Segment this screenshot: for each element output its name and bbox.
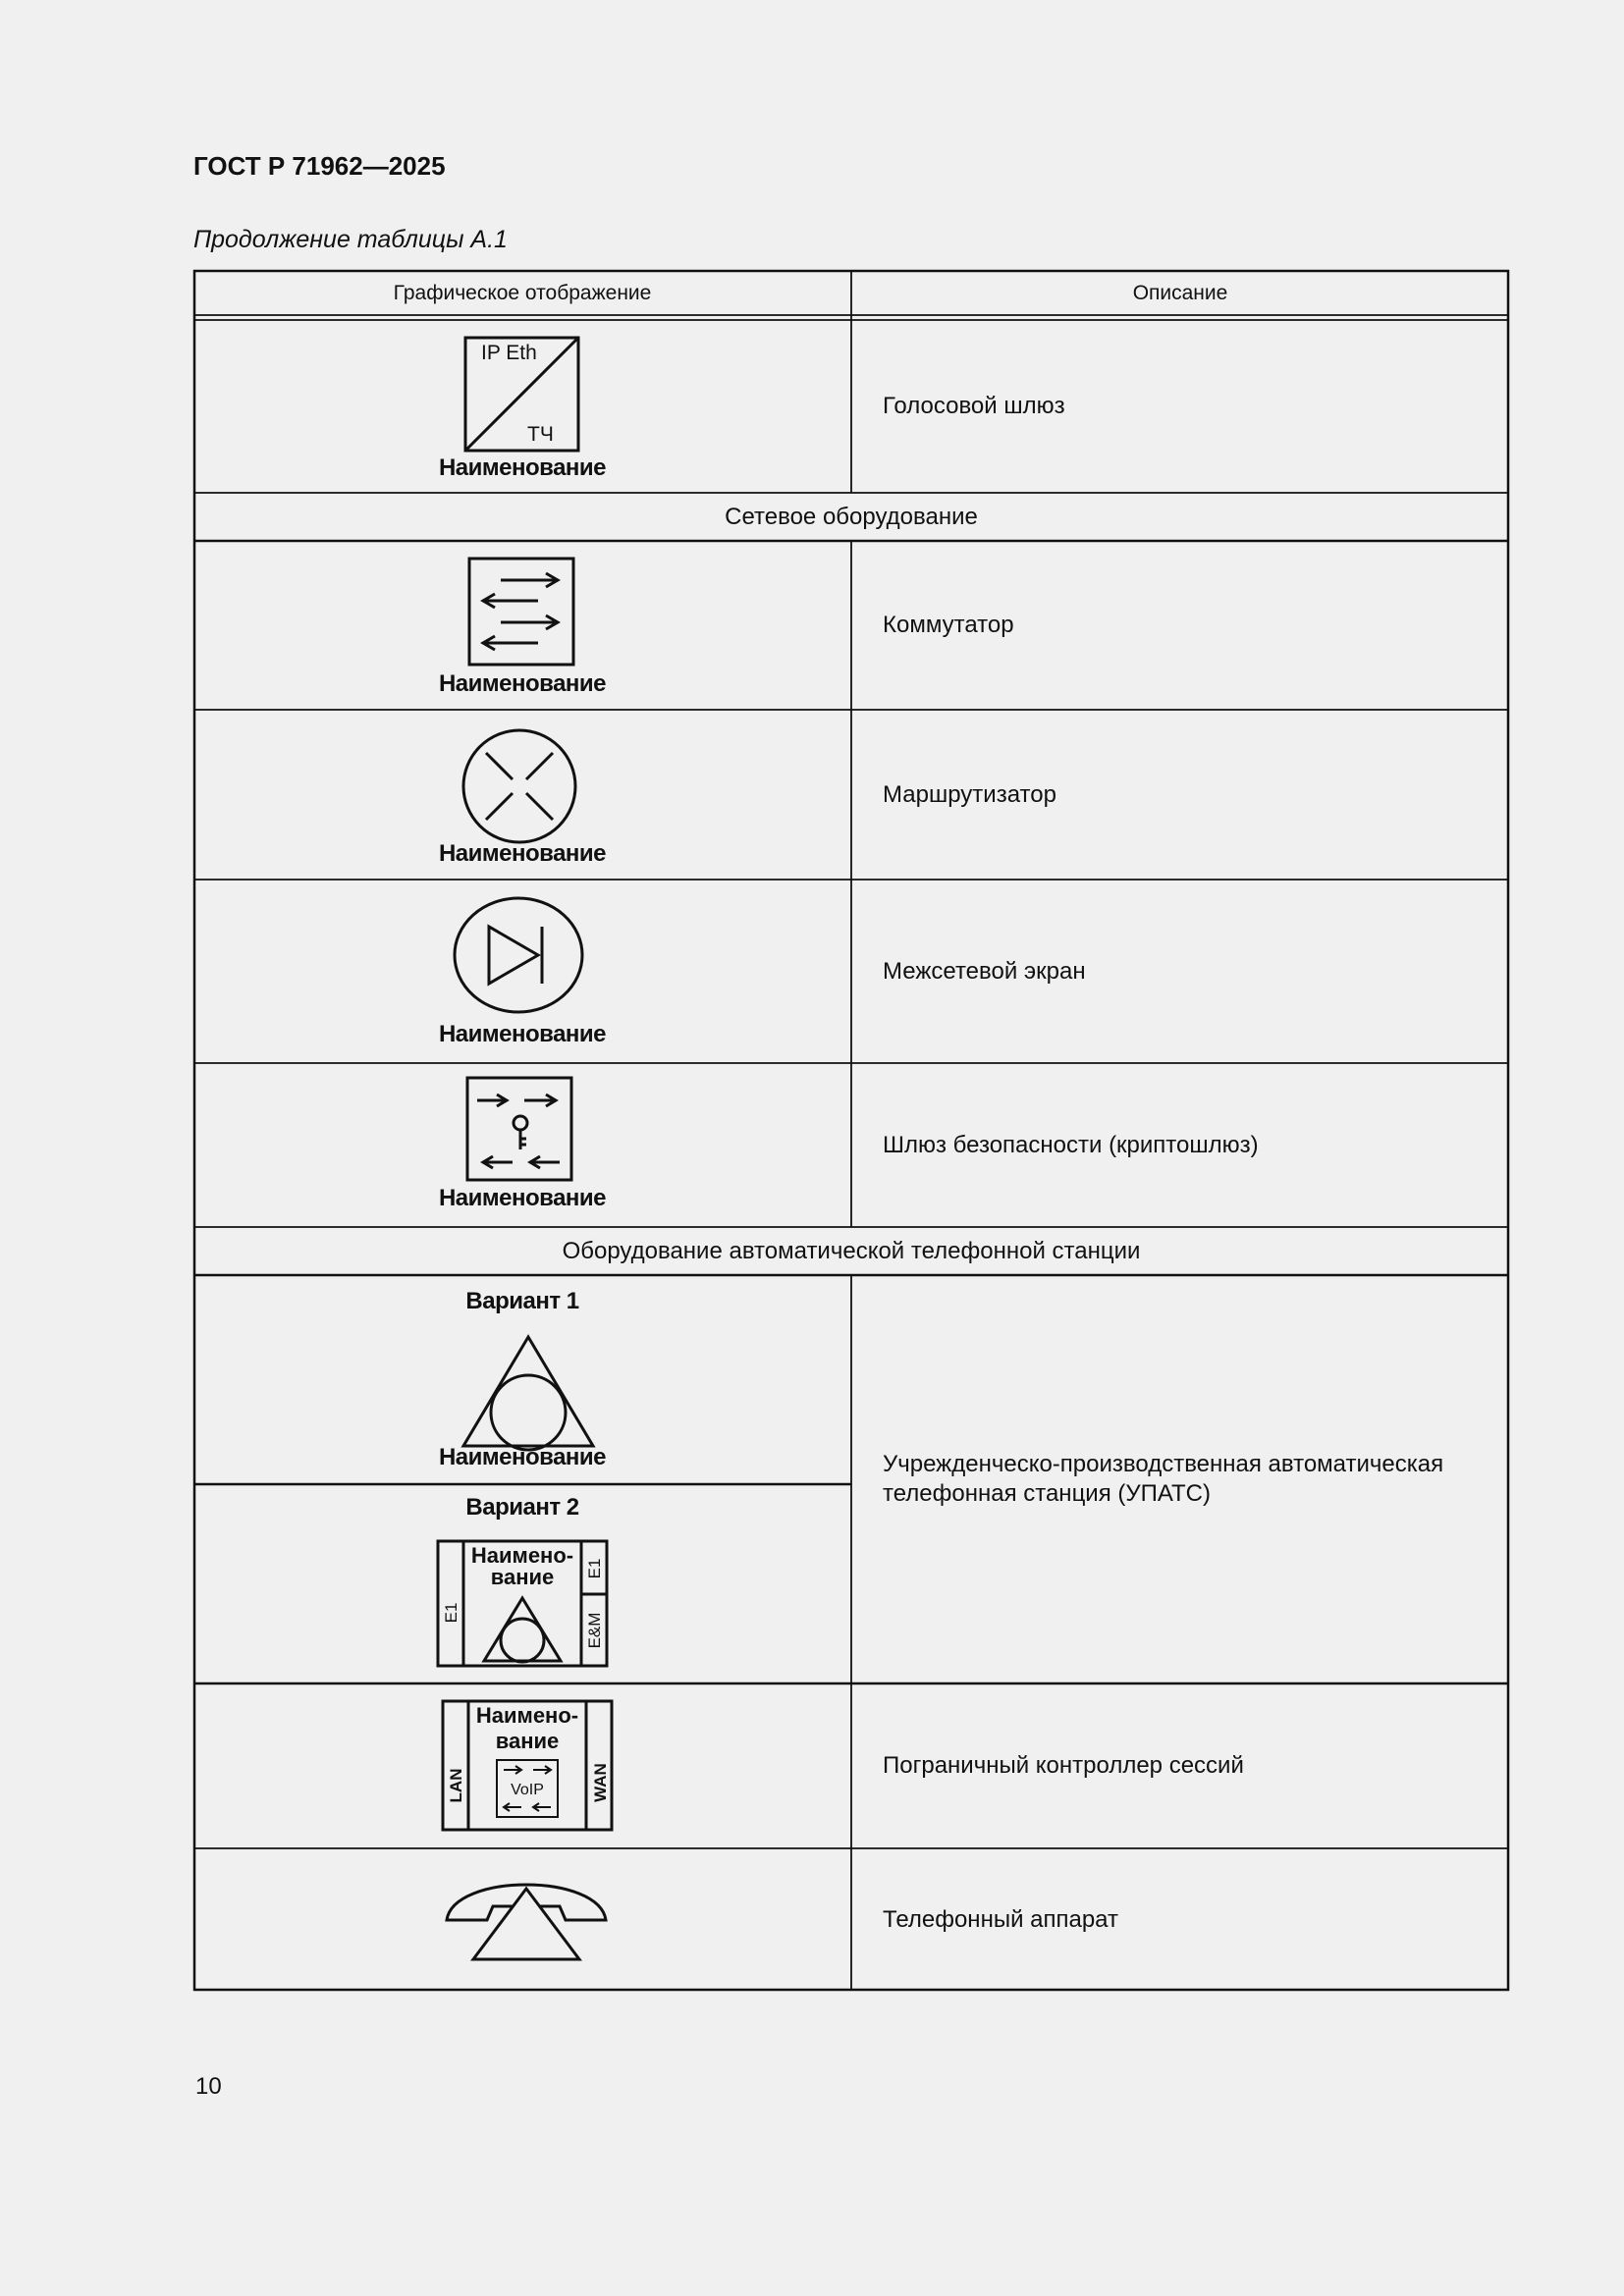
symbol-name-label: Наименование [438, 1444, 607, 1470]
e1-left-label: E1 [442, 1602, 460, 1624]
symbol-name-label: Наименование [438, 454, 607, 481]
pbx-variant-2-icon [436, 1539, 609, 1669]
pbx-name-line-1: Наимено- [470, 1543, 574, 1568]
wan-label: WAN [591, 1763, 610, 1802]
description-voice-gateway: Голосовой шлюз [883, 393, 1065, 419]
symbol-name-label: Наименование [438, 840, 607, 867]
crypto-gateway-icon [465, 1076, 575, 1184]
column-header-graphic: Графическое отображение [393, 282, 652, 304]
section-network-equipment: Сетевое оборудование [725, 504, 978, 530]
description-sbc: Пограничный контроллер сессий [883, 1752, 1244, 1779]
sbc-icon [441, 1699, 614, 1833]
telephone-icon [444, 1865, 609, 1963]
sbc-name-line-1: Наимено- [475, 1703, 579, 1728]
standard-code: ГОСТ Р 71962—2025 [193, 151, 446, 181]
page-number: 10 [195, 2073, 222, 2100]
description-telephone: Телефонный аппарат [883, 1905, 1118, 1933]
sbc-name-line-2: вание [495, 1729, 560, 1753]
symbol-name-label: Наименование [438, 670, 607, 697]
section-pbx-equipment: Оборудование автоматической телефонной станции [562, 1238, 1141, 1264]
voice-gateway-icon [463, 336, 581, 454]
description-crypto-gateway: Шлюз безопасности (криптошлюз) [883, 1131, 1259, 1158]
ip-eth-label: IP Eth [481, 342, 537, 364]
pbx-name-line-2: вание [490, 1565, 555, 1589]
symbols-table [193, 270, 1509, 1991]
symbol-name-label: Наименование [438, 1185, 607, 1211]
column-header-description: Описание [1132, 282, 1228, 304]
table-continuation-caption: Продолжение таблицы А.1 [193, 226, 508, 253]
description-router: Маршрутизатор [883, 780, 1056, 808]
description-switch: Коммутатор [883, 612, 1014, 638]
e1-right-label: E1 [585, 1558, 604, 1579]
firewall-icon [452, 895, 585, 1017]
description-pbx: Учрежденческо-производственная автоматическая телефонная станция (УПАТС) [883, 1451, 1444, 1507]
lan-label: LAN [447, 1768, 465, 1803]
symbol-name-label: Наименование [438, 1021, 607, 1047]
voip-label: VoIP [511, 1782, 544, 1798]
tch-label: ТЧ [527, 423, 554, 446]
variant-1-label: Вариант 1 [465, 1288, 579, 1314]
variant-2-label: Вариант 2 [465, 1494, 579, 1521]
switch-icon [467, 557, 577, 668]
em-label: E&M [585, 1612, 604, 1649]
description-firewall: Межсетевой экран [883, 957, 1086, 985]
pbx-variant-1-icon [460, 1333, 597, 1451]
router-icon [459, 725, 580, 847]
